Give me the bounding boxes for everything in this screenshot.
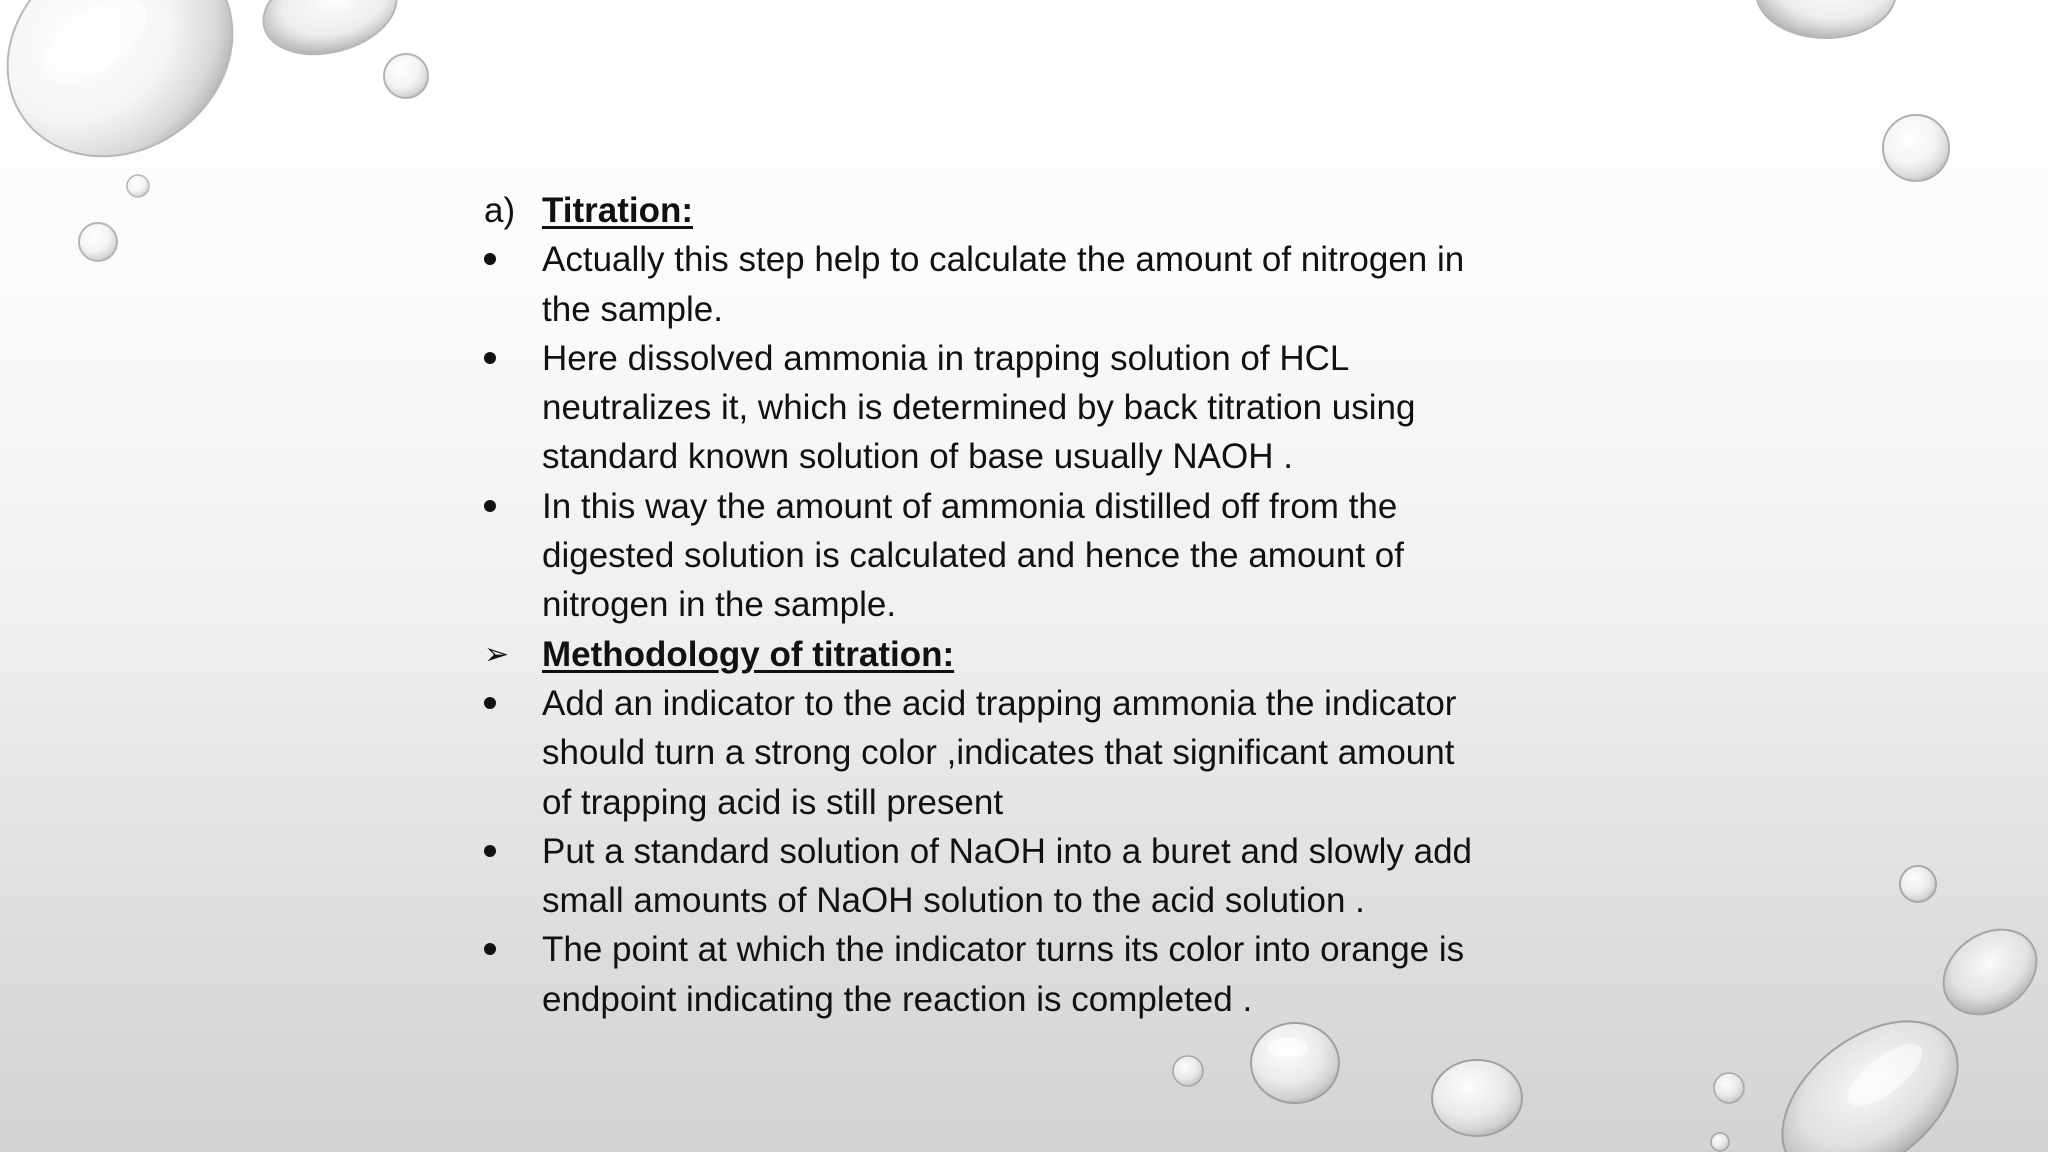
list-marker-a: a) — [484, 191, 516, 230]
droplet-small — [1711, 1133, 1729, 1151]
bullet-icon — [478, 925, 542, 974]
bullet-text: In this way the amount of ammonia distilled off from the digested solution is calculated and hence the amount of nitrogen in the sample. — [542, 486, 1404, 625]
bullet-text: Here dissolved ammonia in trapping solution of HCL neutralizes it, which is determined by back titration using standard known solution of base usually NAOH . — [542, 338, 1416, 477]
droplet-top-left-large — [0, 0, 274, 200]
list-item — [478, 925, 1478, 1024]
droplet-top-right — [1756, 0, 1896, 38]
list-item — [478, 679, 1478, 827]
arrow-bullet-icon: ➢ — [484, 636, 510, 672]
droplet-bottom-right-large — [1753, 990, 1987, 1152]
droplet-small — [1900, 866, 1936, 902]
bullet-text: Put a standard solution of NaOH into a buret and slowly add small amounts of NaOH solution to the acid solution . — [542, 831, 1472, 921]
list-item — [478, 235, 1478, 334]
droplet-bottom-center — [1251, 1023, 1339, 1103]
droplet-right-medium — [1927, 912, 2048, 1032]
droplet-small — [384, 54, 428, 98]
bullet-icon — [478, 334, 542, 383]
droplet-top-left-medium — [253, 0, 406, 68]
droplet-small — [1173, 1056, 1203, 1086]
bullet-icon — [478, 482, 542, 531]
bullet-text: The point at which the indicator turns its color into orange is endpoint indicating the reaction is completed . — [542, 930, 1465, 1019]
list-item — [478, 827, 1478, 926]
droplet-bottom-center-right — [1432, 1060, 1522, 1136]
bullet-text: Add an indicator to the acid trapping ammonia the indicator should turn a strong color ,indicates that significant amount of trapping acid is still present — [542, 683, 1457, 822]
section-heading-methodology — [478, 630, 1478, 679]
heading-methodology: Methodology of titration: — [542, 634, 955, 674]
section-heading-titration — [478, 186, 1478, 235]
droplet-small — [79, 223, 117, 261]
slide-content — [478, 186, 1478, 1024]
bullet-text: Actually this step help to calculate the amount of nitrogen in the sample. — [542, 240, 1465, 329]
bullet-icon — [478, 679, 542, 728]
droplet-small — [127, 175, 149, 197]
bullet-icon — [478, 827, 542, 876]
droplet-small — [1714, 1073, 1744, 1103]
droplet-small — [1883, 115, 1949, 181]
list-item — [478, 482, 1478, 630]
heading-titration: Titration: — [542, 191, 694, 230]
list-item — [478, 334, 1478, 482]
bullet-icon — [478, 235, 542, 284]
